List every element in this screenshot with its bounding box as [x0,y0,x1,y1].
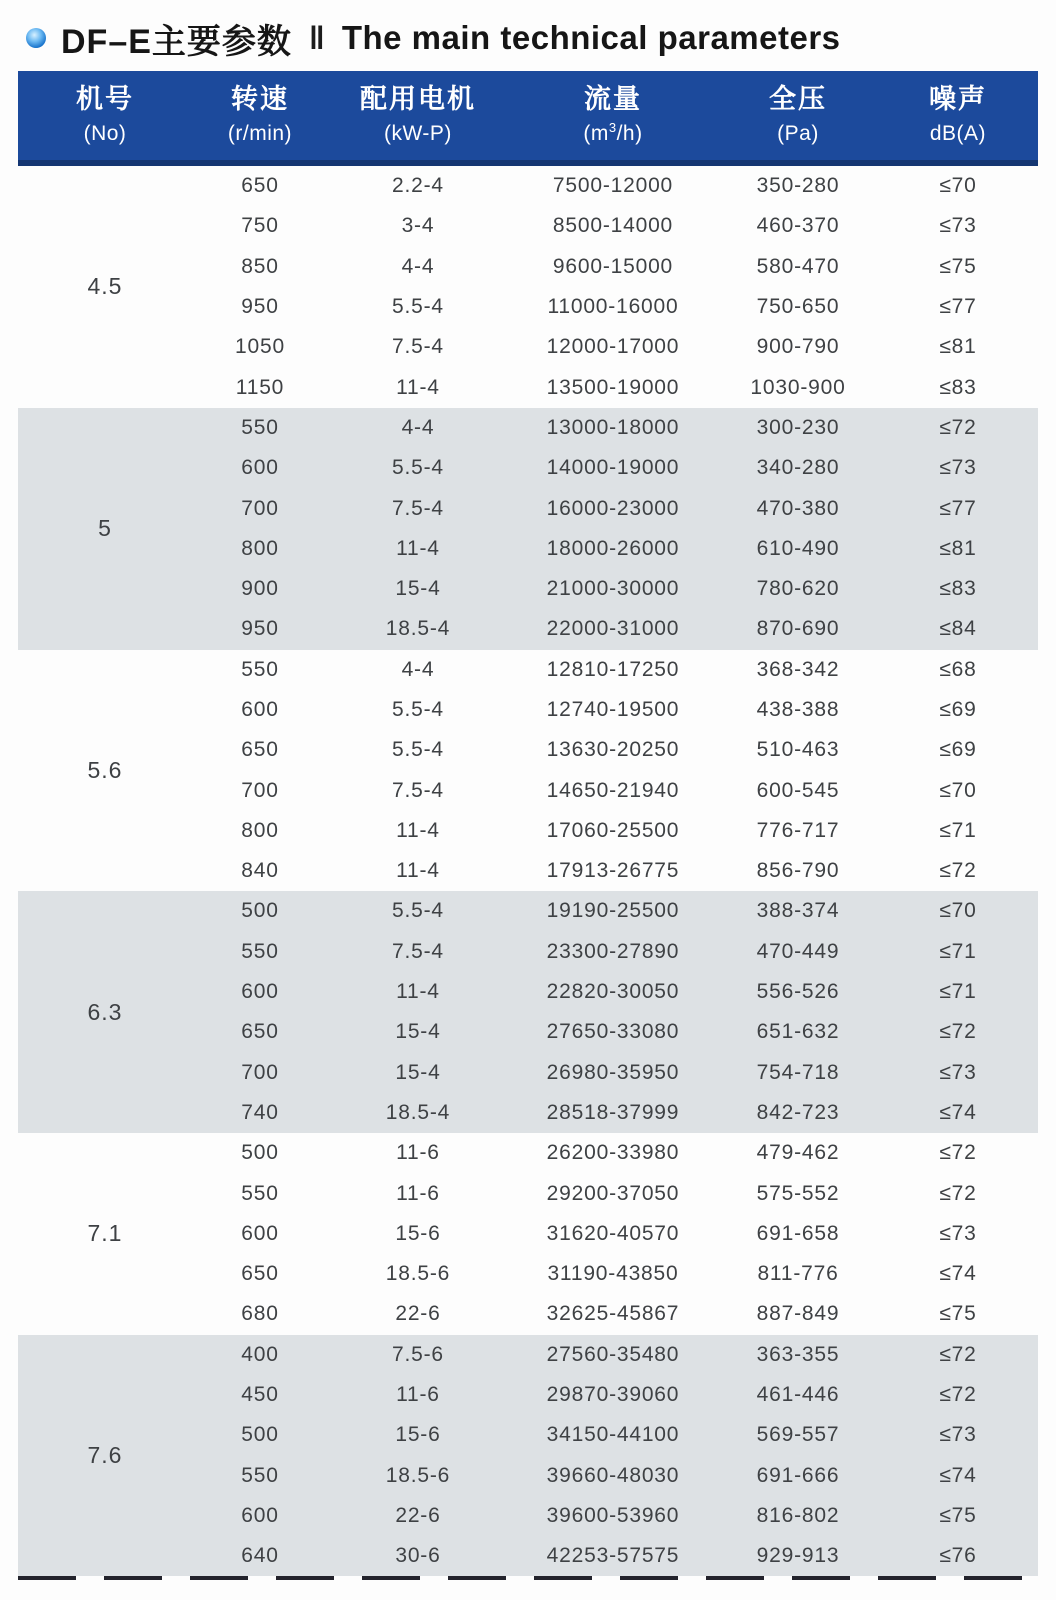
cell-flow: 28518-37999 [546,1100,680,1124]
cell-flow: 14000-19000 [546,456,680,480]
cell-pressure: 580-470 [756,254,840,278]
table-body [18,166,1038,1576]
cell-noise: ≤70 [939,174,977,198]
cell-motor: 18.5-4 [385,1100,451,1124]
fan-size-label: 4.5 [87,273,123,300]
cell-motor: 5.5-4 [392,295,444,319]
fan-size-label: 7.1 [87,1220,123,1247]
cell-speed: 450 [241,1383,279,1407]
cell-motor: 5.5-4 [392,456,444,480]
cell-motor: 7.5-6 [392,1342,444,1366]
cell-noise: ≤71 [939,939,977,963]
column-header-flow [508,84,718,146]
cell-motor: 4-4 [401,657,435,681]
cell-pressure: 300-230 [756,415,840,439]
cell-flow: 21000-30000 [546,577,680,601]
column-header-zh: 机号 [76,84,134,115]
cell-flow: 18000-26000 [546,536,680,560]
column-header-speed [192,84,328,146]
cell-motor: 15-4 [395,577,441,601]
cell-speed: 1150 [235,375,285,399]
cell-noise: ≤81 [939,536,977,560]
column-header-unit: dB(A) [929,122,987,146]
cell-noise: ≤75 [939,254,977,278]
cell-noise: ≤71 [939,980,977,1004]
column-header-zh: 配用电机 [359,84,476,115]
cell-pressure: 510-463 [756,738,840,762]
fan-size-label: 6.3 [87,998,123,1025]
cell-flow: 34150-44100 [546,1423,680,1447]
cell-motor: 11-4 [396,818,440,842]
cell-speed: 600 [241,980,279,1004]
cell-flow: 13000-18000 [546,415,680,439]
cell-flow: 26980-35950 [546,1060,680,1084]
cell-flow: 12740-19500 [546,698,680,721]
column-header-zh: 转速 [230,84,289,115]
cell-noise: ≤72 [939,1383,977,1407]
cell-pressure: 363-355 [756,1342,840,1366]
cell-speed: 400 [241,1342,279,1366]
cell-flow: 13630-20250 [546,738,680,762]
cell-noise: ≤75 [939,1302,977,1326]
cell-motor: 22-6 [395,1302,441,1326]
cell-motor: 18.5-6 [385,1262,451,1286]
cell-pressure: 350-280 [756,174,840,198]
fan-size-group-5.6 [18,650,1038,892]
cell-motor: 7.5-4 [392,496,444,520]
cell-pressure: 569-557 [756,1423,840,1447]
cell-noise: ≤75 [939,1503,977,1527]
cell-speed: 900 [241,577,279,601]
cell-motor: 18.5-4 [385,617,451,641]
cell-pressure: 556-526 [756,980,840,1004]
table-bottom-rule [18,1576,1038,1580]
cell-speed: 600 [241,456,279,480]
cell-motor: 3-4 [401,214,435,238]
cell-pressure: 1030-900 [750,375,846,399]
cell-flow: 13500-19000 [546,375,680,399]
cell-speed: 850 [241,254,279,278]
blue-sphere-bullet-icon [26,28,46,48]
cell-speed: 550 [241,415,279,439]
cell-noise: ≤70 [939,899,977,923]
cell-flow: 39660-48030 [546,1463,680,1487]
fan-size-group-6.3 [18,891,1038,1133]
cell-flow: 27560-35480 [546,1342,680,1366]
cell-speed: 550 [241,1181,279,1205]
cell-noise: ≤83 [939,577,977,601]
cell-speed: 640 [241,1544,279,1568]
cell-motor: 4-4 [401,415,435,439]
cell-speed: 700 [241,1060,279,1084]
cell-flow: 32625-45867 [546,1302,680,1326]
cell-motor: 5.5-4 [392,738,444,762]
cell-motor: 15-6 [395,1423,441,1447]
cell-pressure: 816-802 [756,1503,840,1527]
cell-speed: 650 [241,1020,279,1044]
cell-pressure: 691-666 [756,1463,840,1487]
column-header-motor [328,84,508,146]
cell-pressure: 776-717 [756,818,840,842]
page-title [0,0,1056,62]
cell-motor: 11-6 [396,1383,440,1407]
cell-pressure: 575-552 [756,1181,840,1205]
cell-pressure: 856-790 [756,859,840,883]
cell-noise: ≤74 [939,1262,977,1286]
cell-motor: 2.2-4 [392,174,444,198]
cell-speed: 800 [241,536,279,560]
cell-motor: 11-6 [396,1141,440,1165]
cell-speed: 650 [241,738,279,762]
fan-size-label: 5.6 [87,756,123,783]
cell-flow: 22820-30050 [546,980,680,1004]
cell-speed: 550 [241,1463,279,1487]
cell-flow: 26200-33980 [546,1141,680,1165]
cell-motor: 11-4 [396,536,440,560]
cell-speed: 740 [241,1100,279,1124]
cell-motor: 5.5-4 [392,899,444,923]
cell-noise: ≤72 [939,1020,977,1044]
cell-motor: 18.5-6 [385,1463,451,1487]
cell-noise: ≤74 [939,1100,977,1124]
cell-motor: 11-6 [396,1181,440,1205]
cell-flow: 29870-39060 [546,1383,680,1407]
cell-flow: 29200-37050 [546,1181,680,1205]
cell-motor: 7.5-4 [392,778,444,802]
title-english: The main technical parameters [341,19,841,56]
cell-pressure: 750-650 [756,295,840,319]
cell-pressure: 887-849 [756,1302,840,1326]
cell-flow: 39600-53960 [546,1503,680,1527]
column-header-zh: 全压 [769,84,827,115]
cell-pressure: 870-690 [756,617,840,641]
cell-motor: 30-6 [395,1544,441,1568]
cell-flow: 17060-25500 [546,818,680,842]
cell-motor: 22-6 [395,1503,441,1527]
cell-speed: 950 [241,295,279,319]
cell-speed: 650 [241,174,279,198]
cell-flow: 42253-57575 [546,1544,680,1568]
cell-speed: 600 [241,1503,279,1527]
cell-flow: 14650-21940 [546,778,680,802]
cell-noise: ≤72 [939,415,977,439]
cell-pressure: 754-718 [756,1060,840,1084]
cell-motor: 4-4 [401,254,435,278]
cell-pressure: 610-490 [756,536,840,560]
cell-motor: 15-4 [395,1060,441,1084]
cell-pressure: 900-790 [756,335,840,359]
cell-flow: 12000-17000 [546,335,680,359]
cell-speed: 500 [241,1423,279,1447]
cell-noise: ≤69 [939,738,977,762]
cell-pressure: 600-545 [756,778,840,802]
title-chinese: DF–E主要参数 [61,22,292,61]
cell-motor: 11-4 [396,980,440,1004]
fan-size-label: 5 [98,515,112,542]
cell-noise: ≤72 [939,1181,977,1205]
cell-noise: ≤77 [939,295,977,319]
cell-noise: ≤68 [939,657,977,681]
cell-pressure: 651-632 [756,1020,840,1044]
cell-motor: 7.5-4 [392,939,444,963]
cell-noise: ≤77 [939,496,977,520]
column-header-zh: 噪声 [928,84,987,115]
parameters-table [18,71,1038,1576]
cell-noise: ≤72 [939,1342,977,1366]
cell-noise: ≤72 [939,859,977,883]
cell-pressure: 368-342 [756,657,840,681]
cell-pressure: 780-620 [756,577,840,601]
cell-noise: ≤70 [939,778,977,802]
fan-size-group-7.6 [18,1335,1038,1577]
fan-size-group-5 [18,408,1038,650]
fan-size-group-7.1 [18,1133,1038,1334]
cell-motor: 7.5-4 [392,335,444,359]
column-header-no [18,84,192,146]
cell-speed: 500 [241,1141,279,1165]
cell-noise: ≤76 [939,1544,977,1568]
cell-noise: ≤73 [939,1060,977,1084]
cell-flow: 31620-40570 [546,1221,680,1245]
cell-flow: 17913-26775 [546,859,680,883]
cell-flow: 27650-33080 [546,1020,680,1044]
cell-noise: ≤73 [939,1423,977,1447]
cell-flow: 8500-14000 [552,214,674,238]
cell-flow: 9600-15000 [552,254,674,278]
cell-noise: ≤73 [939,456,977,480]
cell-pressure: 470-449 [756,939,840,963]
cell-speed: 700 [241,496,279,520]
fan-size-group-4.5 [18,166,1038,408]
cell-flow: 19190-25500 [546,899,680,923]
cell-speed: 840 [241,859,279,883]
cell-speed: 600 [241,698,279,721]
cell-speed: 650 [241,1262,279,1286]
cell-speed: 550 [241,657,279,681]
cell-speed: 750 [241,214,279,238]
cell-flow: 12810-17250 [546,657,680,681]
column-header-pressure [718,84,878,146]
table-header-row [18,71,1038,166]
cell-noise: ≤73 [939,214,977,238]
column-header-unit: $(m^3/h)$ [583,120,643,146]
cell-noise: ≤81 [939,335,977,359]
cell-pressure: 929-913 [756,1544,840,1568]
column-header-unit: (r/min) [227,122,293,146]
cell-pressure: 470-380 [756,496,840,520]
cell-flow: 16000-23000 [546,496,680,520]
cell-pressure: 842-723 [756,1100,840,1124]
column-header-unit: (Pa) [777,122,819,146]
cell-noise: ≤69 [939,698,977,721]
cell-speed: 600 [241,1221,279,1245]
column-header-zh: 流量 [583,84,642,115]
cell-flow: 31190-43850 [547,1262,679,1286]
cell-motor: 15-4 [395,1020,441,1044]
cell-speed: 950 [241,617,279,641]
cell-speed: 680 [241,1302,279,1326]
fan-size-label: 7.6 [87,1442,123,1468]
cell-speed: 1050 [235,335,285,359]
cell-pressure: 461-446 [756,1383,840,1407]
cell-pressure: 340-280 [756,456,840,480]
cell-noise: ≤83 [939,375,977,399]
cell-pressure: 388-374 [756,899,840,923]
cell-pressure: 438-388 [756,698,840,721]
cell-flow: 7500-12000 [552,174,674,198]
cell-noise: ≤84 [939,617,977,641]
cell-speed: 500 [241,899,279,923]
cell-noise: ≤72 [939,1141,977,1165]
cell-pressure: 460-370 [756,214,840,238]
column-header-unit: (No) [83,122,127,146]
cell-noise: ≤71 [939,818,977,842]
cell-speed: 550 [241,939,279,963]
cell-pressure: 479-462 [756,1141,840,1165]
cell-flow: 22000-31000 [546,617,680,641]
cell-motor: 11-4 [396,859,440,883]
cell-noise: ≤73 [939,1221,977,1245]
column-header-noise [878,84,1038,146]
cell-noise: ≤74 [939,1463,977,1487]
cell-pressure: 811-776 [757,1262,839,1286]
cell-speed: 800 [241,818,279,842]
cell-speed: 700 [241,778,279,802]
column-header-unit: (kW-P) [383,122,452,146]
cell-motor: 5.5-4 [392,698,444,721]
cell-pressure: 691-658 [756,1221,840,1245]
cell-motor: 11-4 [396,375,440,399]
cell-motor: 15-6 [395,1221,441,1245]
cell-flow: 11000-16000 [547,295,679,319]
title-divider: ‖ [308,19,325,56]
cell-flow: 23300-27890 [546,939,680,963]
